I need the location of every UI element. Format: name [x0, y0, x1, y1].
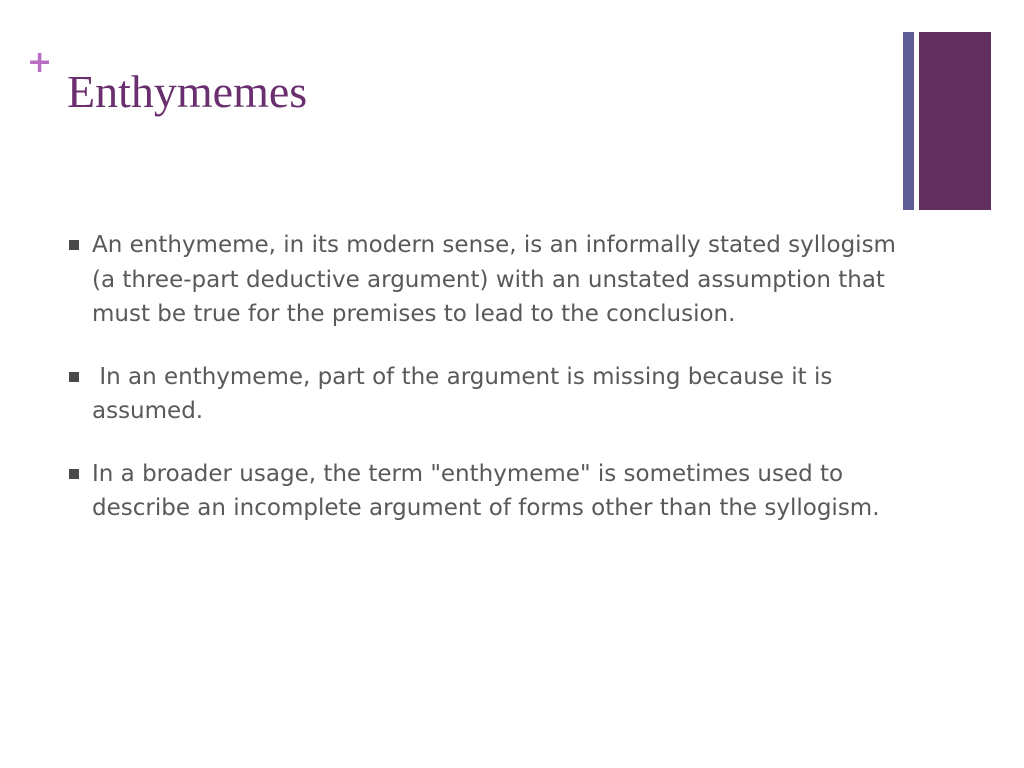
bullet-item [65, 360, 905, 429]
square-bullet-icon [69, 469, 79, 479]
square-bullet-icon [69, 372, 79, 382]
bullet-text: In a broader usage, the term "enthymeme" is sometimes used to describe an incomplete argument of forms other than the syllogism. [92, 460, 880, 521]
bullet-item [65, 457, 905, 526]
decorative-thin-bar [903, 32, 914, 210]
bullet-list [65, 228, 905, 554]
decorative-thick-bar [919, 32, 991, 210]
bullet-item [65, 228, 905, 332]
bullet-text: In an enthymeme, part of the argument is missing because it is assumed. [92, 363, 840, 424]
slide-title: Enthymemes [67, 66, 308, 117]
plus-icon: + [27, 45, 53, 80]
square-bullet-icon [69, 240, 79, 250]
bullet-text: An enthymeme, in its modern sense, is an informally stated syllogism (a three-part deductive argument) with an unstated assumption that must be true for the premises to lead to the conclusion. [92, 232, 904, 327]
